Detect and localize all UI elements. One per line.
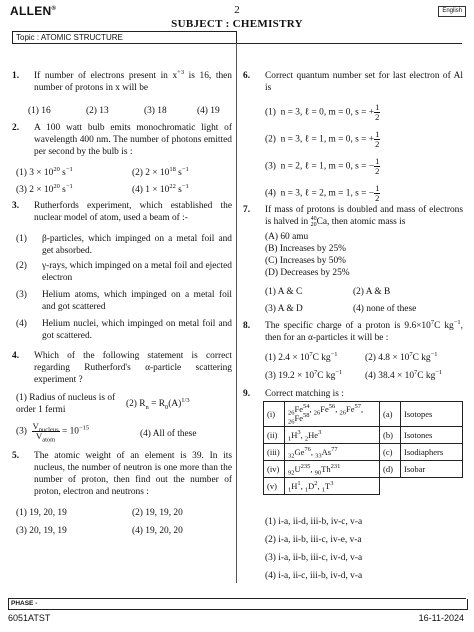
option: (3) i-a, ii-b, iii-c, iv-d, v-a (265, 553, 363, 563)
language-badge: English (438, 6, 466, 17)
question-text: Which of the following statement is correct regarding Rutherford's α-particle scattering experiment ? (34, 351, 232, 386)
subject-title: SUBJECT : CHEMISTRY (171, 18, 303, 30)
brand-logo: ALLEN® (10, 4, 57, 18)
option: (D) Decreases by 25% (265, 268, 350, 278)
question-number: 3. (12, 201, 20, 211)
option-label: (3) (16, 290, 27, 300)
topic-divider (12, 43, 462, 44)
question-number: 2. (12, 123, 20, 133)
option: (4) $1 \times 10^{22}$ $s^{-1}$ (132, 182, 189, 195)
column-divider (236, 43, 237, 583)
option: (4) i-a, ii-c, iii-b, iv-d, v-a (265, 571, 363, 581)
option: (2) 13 (86, 106, 109, 116)
option: (A) 60 amu (265, 232, 309, 242)
option: (2) n = 3, ℓ = 1, m = 0, s = + $\frac{1}{2}$ (265, 129, 380, 149)
option: (1) 16 (28, 106, 51, 116)
option: (2) $2 \times 10^{18}$ $s^{-1}$ (132, 165, 189, 178)
option-label: (2) (16, 261, 27, 271)
option: (1) $2.4 \times 10^7C$ $kg^{-1}$ (265, 350, 338, 363)
option: (3) $2 \times 10^{20}$ $s^{-1}$ (16, 182, 73, 195)
page-number: 2 (234, 4, 240, 16)
option: (3) $19.2 \times 10^7C$ $kg^{-1}$ (265, 368, 343, 381)
option: (1) $3 \times 10^{20}$ $s^{-1}$ (16, 165, 73, 178)
question-text: The atomic weight of an element is 39. In its nucleus, the number of neutron is one more than the number of proton, then find out the number of proton, electron and neutrons : (34, 451, 232, 498)
paper-code: 6051ATST (8, 613, 51, 623)
option: (2) $4.8 \times 10^7C$ $kg^{-1}$ (365, 350, 438, 363)
option: (2) A & B (353, 287, 391, 297)
question-number: 5. (12, 451, 20, 461)
option: (4) All of these (140, 429, 197, 439)
table-row: (iv) $_{92}U^{235}$, $_{90}Th^{231}$ (d) Isobar (264, 461, 463, 478)
option-label: (4) (16, 319, 27, 329)
table-row: (ii) $_1H^3$, $_2He^3$ (b) Isotones (264, 427, 463, 444)
question-text: Correct quantum number set for last electron of Al is (265, 71, 463, 94)
question-number: 8. (243, 321, 251, 331)
option: (1) i-a, ii-d, iii-b, iv-c, v-a (265, 517, 363, 527)
question-text: The specific charge of a proton is $9.6\times 10^7C$ $kg^{-1}$, then for an α-particles it will be : (265, 318, 463, 344)
question-number: 4. (12, 351, 20, 361)
question-number: 6. (243, 71, 251, 81)
option: (1) 19, 20, 19 (16, 508, 67, 518)
option: (4) 19, 20, 20 (132, 526, 183, 536)
option: (4) 19 (197, 106, 220, 116)
volume-ratio: $\frac{V_{nucleus}}{V_{atom}}$ (32, 421, 59, 444)
paper-date: 16-11-2024 (418, 613, 464, 623)
option: (2) i-a, ii-b, iii-c, iv-e, v-a (265, 535, 362, 545)
option: (4) $38.4 \times 10^7C$ $kg^{-1}$ (365, 368, 443, 381)
option: (3) $\frac{V_{nucleus}}{V_{atom}}$ = $10^{-15}$ (16, 421, 90, 444)
question-number: 7. (243, 205, 251, 215)
option: (4) n = 3, ℓ = 2, m = 1, s = − $\frac{1}{2}$ (265, 183, 380, 203)
table-row: (i) $_{26}Fe^{54}$, $_{26}Fe^{56}$, $_{26}Fe^{57}$, $_{26}Fe^{58}$ (a) Isotopes (264, 402, 463, 427)
option: (3) n = 2, ℓ = 1, m = 0, s = − $\frac{1}{2}$ (265, 156, 380, 176)
option: (1) n = 3, ℓ = 0, m = 0, s = + $\frac{1}{2}$ (265, 102, 380, 122)
option-label: (1) (16, 234, 27, 244)
option: (C) Increases by 50% (265, 256, 346, 266)
question-text: If number of electrons present in $x^{+3}$ is 16, then number of protons in x will be (34, 68, 232, 94)
option: (3) A & D (265, 304, 303, 314)
question-number: 9. (243, 389, 251, 399)
option: (3) 18 (144, 106, 167, 116)
option: (2) 19, 19, 20 (132, 508, 183, 518)
option-text: Helium nuclei, which impinged on metal foil and got scattered. (42, 319, 232, 342)
option: (1) A & C (265, 287, 303, 297)
option-text: γ-rays, which impinged on a metal foil and ejected electron (42, 261, 232, 284)
option: (B) Increases by 25% (265, 244, 346, 254)
option-text: Helium atoms, which impinged on a metal foil and got scattered (42, 290, 232, 313)
question-text: If mass of protons is doubled and mass of electrons is halved in 40 20 Ca, then atomic mass is (265, 205, 463, 229)
option: (3) 20, 19, 19 (16, 526, 67, 536)
question-text: Rutherfords experiment, which established the nuclear model of atom, used a beam of :- (34, 201, 232, 224)
question-text: A 100 watt bulb emits monochromatic light of wavelength 400 nm. The number of photons emitted per second by the bulb is : (34, 123, 232, 158)
matching-table (263, 401, 463, 495)
phase-label: PHASE - (8, 599, 468, 610)
option: (4) none of these (353, 304, 417, 314)
table-row: (iii) $_{32}Ge^{76}$, $_{33}As^{77}$ (c) Isodiaphers (264, 444, 463, 461)
option: (2) $R_n = R_0(A)^{1/3}$ (126, 396, 190, 411)
question-number: 1. (12, 71, 20, 81)
table-row: (v) $_1H^1$, $_1D^2$, $_1T^3$ (264, 478, 463, 495)
option: (1) Radius of nucleus is of order 1 fermi (16, 393, 116, 416)
option-text: β-particles, which impinged on a metal foil and get absorbed. (42, 234, 232, 257)
topic-label: Topic : ATOMIC STRUCTURE (12, 31, 237, 44)
question-text: Correct matching is : (265, 389, 344, 399)
